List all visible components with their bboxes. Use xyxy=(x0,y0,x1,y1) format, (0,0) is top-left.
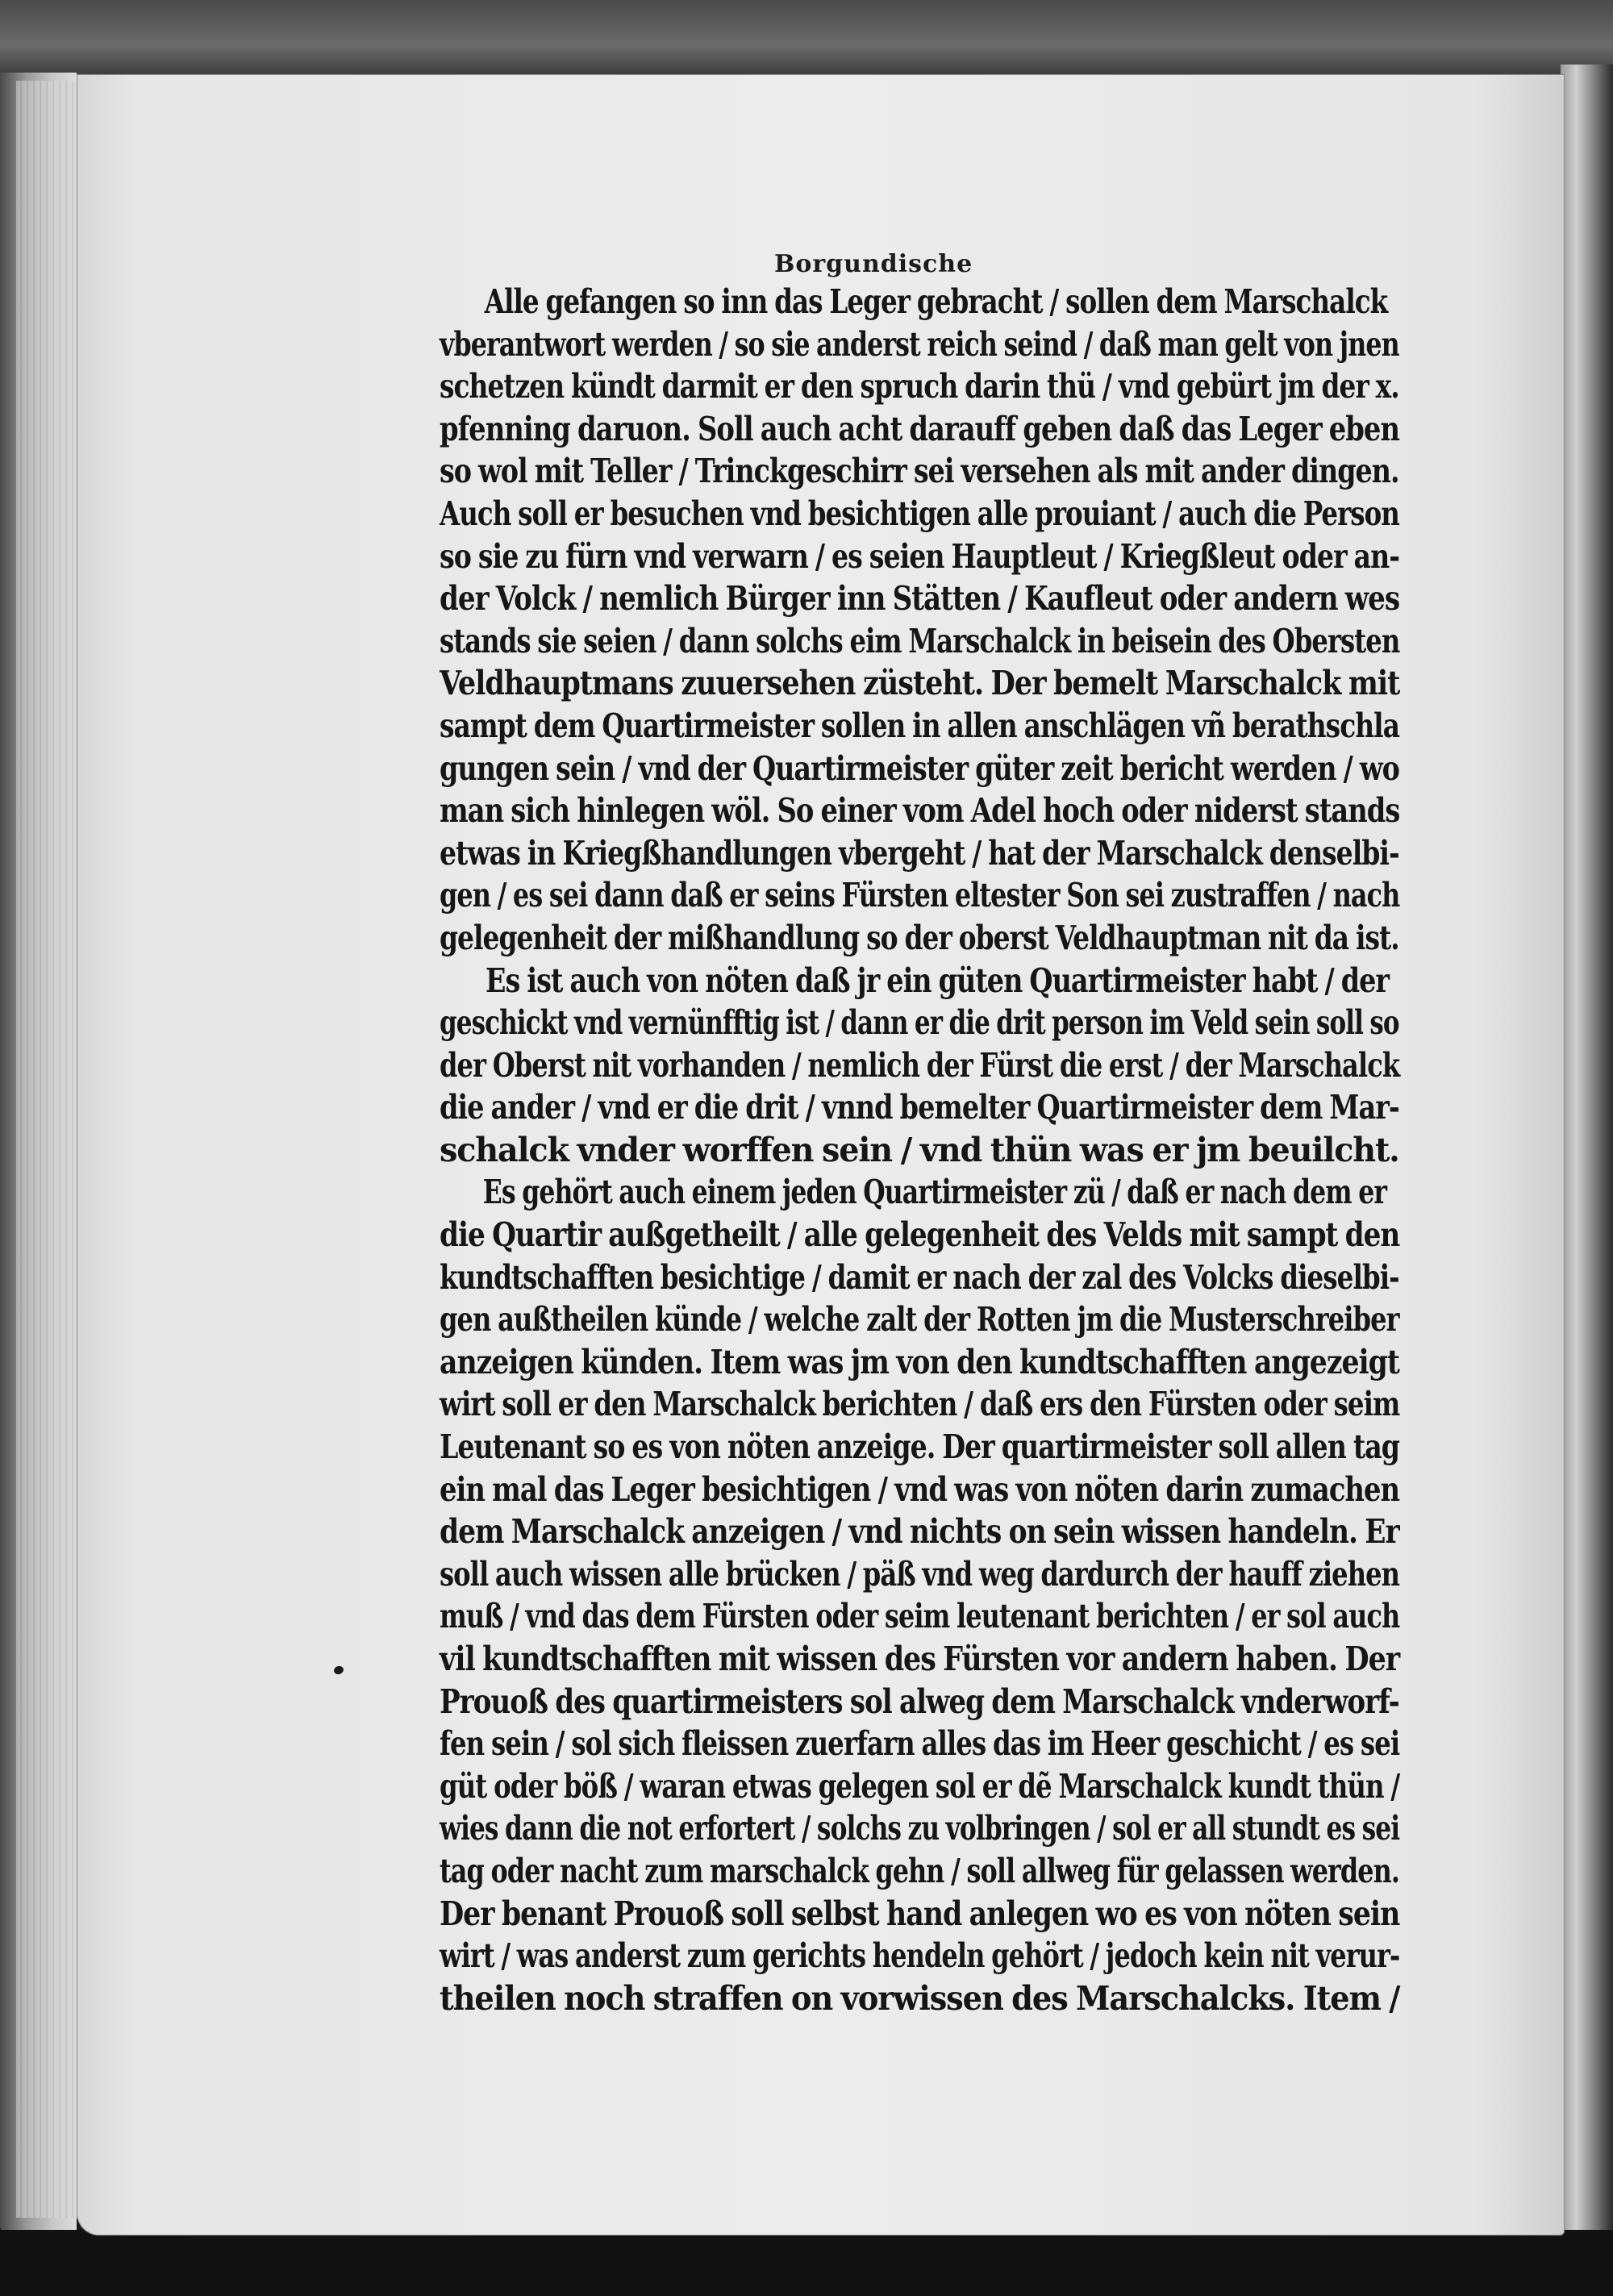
text-line: etwas in Kriegßhandlungen vbergeht / hat der Marschalck denselbi- xyxy=(440,833,1399,873)
text-line: Prouoß des quartirmeisters sol alweg dem Marschalck vnderworf- xyxy=(440,1681,1399,1721)
text-line: wies dann die not erfortert / solchs zu volbringen / sol er all stundt es sei xyxy=(440,1809,1400,1848)
text-line: stands sie seien / dann solchs eim Marschalck in beisein des Obersten xyxy=(440,621,1400,660)
text-line: ein mal das Leger besichtigen / vnd was von nöten darin zumachen xyxy=(440,1469,1400,1509)
text-line: der Oberst nit vorhanden / nemlich der Fürst die erst / der Marschalck xyxy=(440,1045,1400,1085)
text-line: muß / vnd das dem Fürsten oder seim leutenant berichten / er sol auch xyxy=(440,1597,1400,1636)
text-line: Es ist auch von nöten daß jr ein güten Quartirmeister habt / der xyxy=(486,960,1390,1000)
body-text xyxy=(440,281,1399,2019)
text-line: Der benant Prouoß soll selbst hand anlegen wo es von nöten sein xyxy=(440,1894,1400,1933)
text-line: gen / es sei dann daß er seins Fürsten eltester Son sei zustraffen / nach xyxy=(440,876,1400,915)
text-line: gen außtheilen künde / welche zalt der Rotten jm die Musterschreiber xyxy=(440,1300,1399,1340)
text-line: vberantwort werden / so sie anderst reich seind / daß man gelt von jnen xyxy=(440,324,1399,364)
text-line: Auch soll er besuchen vnd besichtigen alle prouiant / auch die Person xyxy=(440,494,1399,533)
text-line: tag oder nacht zum marschalck gehn / soll allweg für gelassen werden. xyxy=(440,1851,1400,1890)
scan-bottom-shadow xyxy=(0,2230,1613,2296)
page-edges-left xyxy=(16,81,81,2218)
text-line: güt oder böß / waran etwas gelegen sol er dẽ Marschalck kundt thün / xyxy=(440,1766,1400,1806)
text-line: sampt dem Quartirmeister sollen in allen anschlägen vñ berathschla xyxy=(440,706,1400,745)
text-line: gelegenheit der mißhandlung so der oberst Veldhauptman nit da ist. xyxy=(440,918,1399,957)
text-line: anzeigen künden. Item was jm von den kundtschafften angezeigt xyxy=(440,1342,1399,1381)
text-line: kundtschafften besichtige / damit er nach der zal des Volcks dieselbi- xyxy=(440,1257,1399,1297)
text-line: Veldhauptmans zuuersehen züsteht. Der bemelt Marschalck mit xyxy=(440,664,1400,703)
text-line: die ander / vnd er die drit / vnnd bemelter Quartirmeister dem Mar- xyxy=(440,1088,1399,1127)
text-line: fen sein / sol sich fleissen zuerfarn alles das im Heer geschicht / es sei xyxy=(440,1724,1400,1764)
text-line: pfenning daruon. Soll auch acht darauff geben daß das Leger eben xyxy=(440,409,1400,448)
text-line: Leutenant so es von nöten anzeige. Der quartirmeister soll allen tag xyxy=(440,1427,1400,1467)
text-line: geschickt vnd vernünfftig ist / dann er die drit person im Veld sein soll so xyxy=(440,1003,1399,1043)
text-line: der Volck / nemlich Bürger inn Stätten / Kaufleut oder andern wes xyxy=(440,579,1400,619)
book-cover-top xyxy=(0,0,1613,77)
running-head: Borgundische xyxy=(774,250,973,278)
text-line: die Quartir außgetheilt / alle gelegenheit des Velds mit sampt den xyxy=(440,1215,1400,1255)
text-line: wirt / was anderst zum gerichts hendeln gehört / jedoch kein nit verur- xyxy=(440,1936,1400,1976)
text-line: soll auch wissen alle brücken / päß vnd weg dardurch der hauff ziehen xyxy=(440,1554,1400,1594)
text-line: wirt soll er den Marschalck berichten / daß ers den Fürsten oder seim xyxy=(440,1385,1400,1424)
page-edges-right xyxy=(1561,65,1613,2258)
text-line: schetzen kündt darmit er den spruch darin thü / vnd gebürt jm der x. xyxy=(440,367,1399,406)
text-line: dem Marschalck anzeigen / vnd nichts on sein wissen handeln. Er xyxy=(440,1512,1399,1552)
text-line: gungen sein / vnd der Quartirmeister güter zeit bericht werden / wo xyxy=(440,748,1399,788)
text-line: man sich hinlegen wöl. So einer vom Adel hoch oder niderst stands xyxy=(440,791,1400,831)
text-line: Alle gefangen so inn das Leger gebracht / sollen dem Marschalck xyxy=(484,282,1388,321)
text-line: schalck vnder worffen sein / vnd thün was er jm beuilcht. xyxy=(440,1130,1399,1169)
text-line: Es gehört auch einem jeden Quartirmeister zü / daß er nach dem er xyxy=(482,1173,1387,1212)
text-line: so wol mit Teller / Trinckgeschirr sei versehen als mit ander dingen. xyxy=(440,452,1399,491)
text-line: theilen noch straffen on vorwissen des Marschalcks. Item / xyxy=(440,1978,1400,2018)
text-line: so sie zu fürn vnd verwarn / es seien Hauptleut / Kriegßleut oder an- xyxy=(440,536,1400,576)
text-line: vil kundtschafften mit wissen des Fürsten vor andern haben. Der xyxy=(440,1640,1400,1678)
